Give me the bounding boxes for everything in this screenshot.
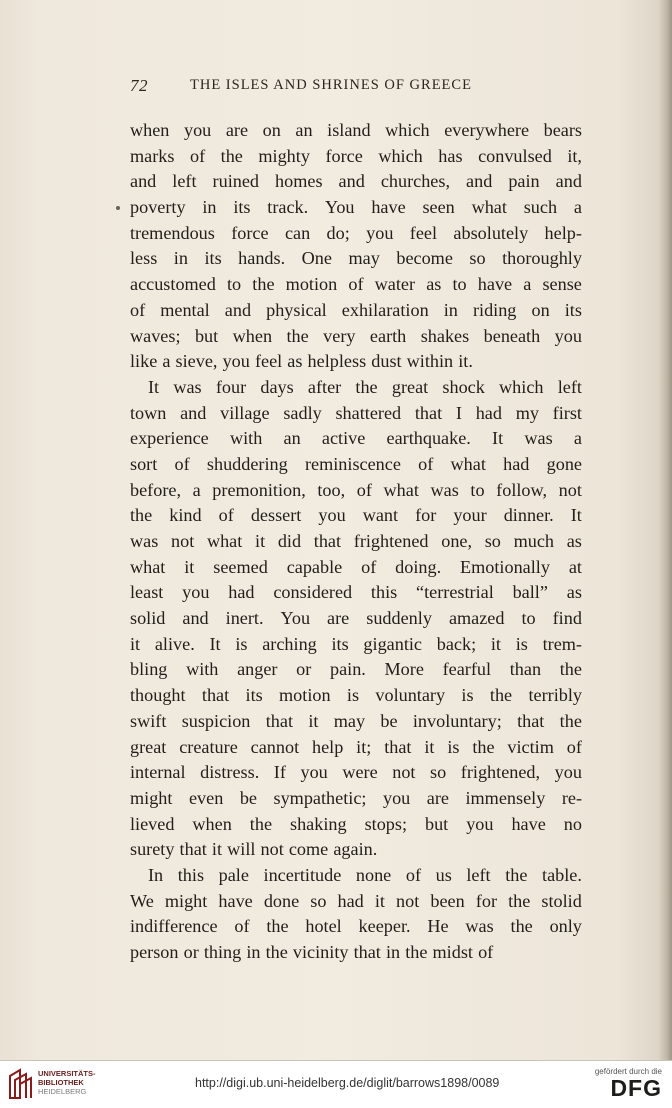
text-line: swift suspicion that it may be involuntary; that the	[130, 710, 582, 731]
body-text	[130, 118, 582, 966]
text-line: less in its hands. One may become so thoroughly	[130, 248, 582, 269]
text-line: It was four days after the great shock which left	[148, 376, 582, 397]
margin-dot	[116, 206, 120, 210]
text-line: when you are on an island which everywhere bears	[130, 120, 582, 140]
library-name-line2: BIBLIOTHEK	[38, 1078, 84, 1087]
text-line: In this pale incertitude none of us left the table.	[148, 864, 582, 885]
library-name-line1: UNIVERSITÄTS-	[38, 1069, 96, 1078]
text-line: it alive. It is arching its gigantic back; it is trem-	[130, 633, 582, 654]
funding-credit	[595, 1067, 662, 1100]
page-number: 72	[130, 76, 148, 95]
text-line: great creature cannot help it; that it is the victim of	[130, 736, 582, 757]
text-line: like a sieve, you feel as helpless dust within it.	[130, 351, 473, 372]
text-line: person or thing in the vicinity that in the midst of	[130, 942, 494, 962]
library-name	[38, 1069, 96, 1096]
text-line: indifference of the hotel keeper. He was the only	[130, 916, 582, 937]
permalink-url[interactable]: http://digi.ub.uni-heidelberg.de/diglit/barrows1898/0089	[195, 1076, 500, 1090]
text-line: and left ruined homes and churches, and pain and	[130, 171, 582, 192]
text-line: lieved when the shaking stops; but you have no	[130, 813, 582, 834]
text-line: tremendous force can do; you feel absolutely help-	[130, 222, 582, 243]
text-line: least you had considered this “terrestrial ball” as	[130, 582, 582, 603]
text-line: the kind of dessert you want for your dinner. It	[130, 505, 582, 526]
text-line: poverty in its track. You have seen what such a	[130, 197, 582, 218]
text-line: internal distress. If you were not so frightened, you	[130, 762, 582, 783]
text-line: marks of the mighty force which has convulsed it,	[130, 145, 582, 166]
funding-label: gefördert durch die	[594, 1067, 662, 1076]
dfg-logo: DFG	[610, 1075, 662, 1101]
text-line: solid and inert. You are suddenly amazed to find	[130, 608, 582, 629]
text-line: was not what it did that frightened one, so much as	[130, 531, 582, 551]
text-line: experience with an active earthquake. It was a	[130, 428, 582, 449]
text-line: might even be sympathetic; you are immensely re-	[130, 787, 582, 808]
text-line: We might have done so had it not been for the stolid	[130, 890, 582, 911]
text-line: before, a premonition, too, of what was to follow, not	[130, 479, 582, 500]
text-line: town and village sadly shattered that I had my first	[130, 402, 582, 423]
running-head	[130, 76, 590, 100]
text-line: surety that it will not come again.	[130, 839, 378, 860]
library-city: HEIDELBERG	[38, 1087, 87, 1096]
text-line: waves; but when the very earth shakes beneath you	[130, 325, 582, 346]
digitization-footer	[0, 1060, 672, 1108]
text-line: thought that its motion is voluntary is the terribly	[130, 685, 582, 706]
text-line: accustomed to the motion of water as to have a sense	[130, 274, 582, 295]
page-edge-shadow	[658, 0, 672, 1060]
text-line: what it seemed capable of doing. Emotionally at	[130, 556, 582, 577]
running-title: THE ISLES AND SHRINES OF GREECE	[190, 77, 472, 93]
text-line: of mental and physical exhilaration in riding on its	[130, 299, 582, 320]
text-line: sort of shuddering reminiscence of what had gone	[130, 453, 582, 474]
university-library-logo-icon	[6, 1068, 34, 1100]
text-line: bling with anger or pain. More fearful than the	[130, 659, 582, 680]
